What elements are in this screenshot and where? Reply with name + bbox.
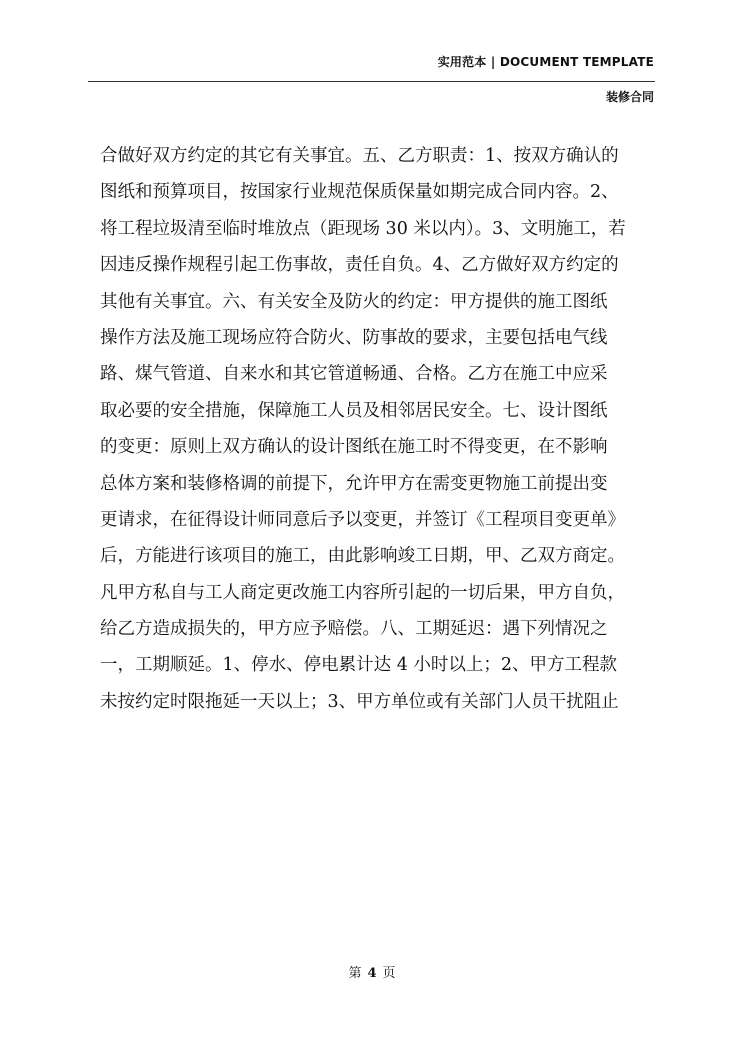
body-line: 凡甲方私自与工人商定更改施工内容所引起的一切后果，甲方自负，	[100, 582, 625, 603]
body-line: 路、煤气管道、自来水和其它管道畅通、合格。乙方在施工中应采	[100, 364, 608, 385]
body-line: 一，工期顺延。1、停水、停电累计达 4 小时以上；2、甲方工程款	[100, 655, 618, 676]
body-line: 操作方法及施工现场应符合防火、防事故的要求，主要包括电气线	[100, 327, 608, 348]
body-line: 未按约定时限拖延一天以上；3、甲方单位或有关部门人员干扰阻止	[100, 691, 619, 712]
body-line: 后，方能进行该项目的施工，由此影响竣工日期，甲、乙双方商定。	[100, 546, 625, 567]
body-line: 因违反操作规程引起工伤事故，责任自负。4、乙方做好双方约定的	[100, 255, 619, 276]
body-text	[100, 138, 660, 720]
body-line: 更请求，在征得设计师同意后予以变更，并签订《工程项目变更单》	[100, 509, 625, 530]
page-prefix: 第	[348, 966, 362, 981]
body-line: 图纸和预算项目，按国家行业规范保质保量如期完成合同内容。2、	[100, 182, 619, 203]
body-line: 合做好双方约定的其它有关事宜。五、乙方职责：1、按双方确认的	[100, 146, 619, 166]
page-number: 4	[367, 966, 377, 981]
body-line: 取必要的安全措施，保障施工人员及相邻居民安全。七、设计图纸	[100, 400, 608, 421]
body-line: 给乙方造成损失的，甲方应予赔偿。八、工期延迟：遇下列情况之	[100, 619, 608, 640]
body-line: 总体方案和装修格调的前提下，允许甲方在需变更物施工前提出变	[100, 473, 608, 494]
header-brand: 实用范本 | DOCUMENT TEMPLATE	[437, 55, 654, 69]
page-suffix: 页	[382, 966, 396, 981]
body-line: 其他有关事宜。六、有关安全及防火的约定：甲方提供的施工图纸	[100, 291, 608, 312]
header-divider	[88, 81, 655, 82]
body-line: 将工程垃圾清至临时堆放点（距现场 30 米以内）。3、文明施工，若	[100, 218, 626, 239]
document-title: 装修合同	[605, 90, 654, 104]
page-number-footer	[0, 962, 744, 981]
body-line: 的变更：原则上双方确认的设计图纸在施工时不得变更，在不影响	[100, 437, 608, 458]
